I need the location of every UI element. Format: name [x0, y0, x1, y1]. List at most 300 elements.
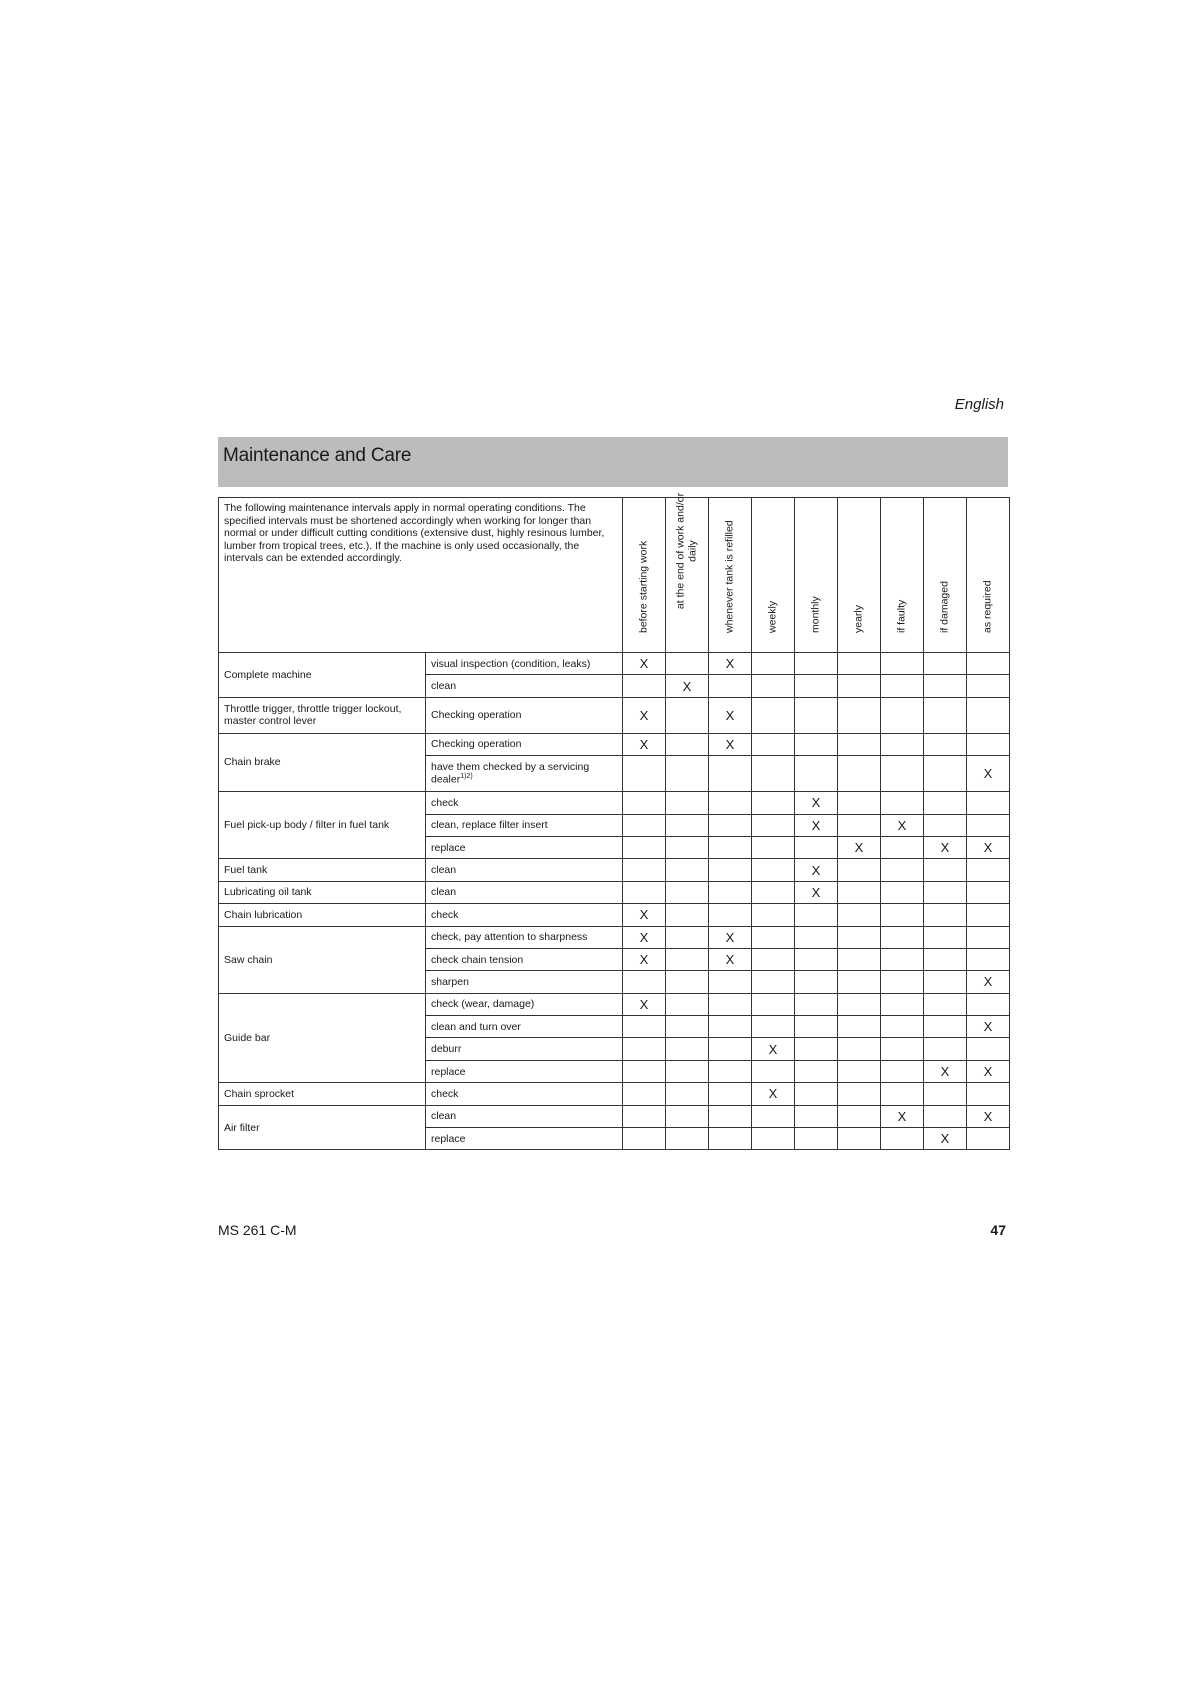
interval-cell [881, 814, 924, 836]
interval-mark: X [983, 766, 993, 782]
interval-cell [838, 792, 881, 814]
action-cell [426, 653, 623, 675]
column-header [881, 498, 924, 653]
column-header-label: if faulty [895, 599, 908, 633]
column-header [752, 498, 795, 653]
interval-cell [881, 1128, 924, 1150]
column-header-label: if damaged [938, 580, 951, 633]
action-cell [426, 836, 623, 858]
column-header [623, 498, 666, 653]
interval-cell [666, 859, 709, 881]
interval-cell [924, 1038, 967, 1060]
interval-mark: X [639, 929, 649, 945]
interval-cell [967, 836, 1010, 858]
component-cell: Chain brake [219, 733, 426, 791]
interval-cell [709, 733, 752, 755]
interval-mark: X [639, 707, 649, 723]
interval-cell [924, 993, 967, 1015]
interval-cell [838, 733, 881, 755]
column-header [709, 498, 752, 653]
interval-cell [838, 948, 881, 970]
interval-cell [924, 814, 967, 836]
interval-cell [967, 1083, 1010, 1105]
action-label: replace [431, 1132, 466, 1145]
interval-cell [967, 1128, 1010, 1150]
interval-cell [666, 1128, 709, 1150]
component-cell: Fuel pick-up body / filter in fuel tank [219, 792, 426, 859]
interval-mark: X [639, 907, 649, 923]
interval-cell [709, 926, 752, 948]
action-cell [426, 948, 623, 970]
interval-cell [666, 1083, 709, 1105]
action-label: replace [431, 1065, 466, 1078]
interval-cell [924, 1083, 967, 1105]
interval-cell [838, 836, 881, 858]
action-label: clean, replace filter insert [431, 819, 548, 832]
language-label: English [954, 396, 1004, 413]
interval-cell [881, 971, 924, 993]
action-label: have them checked by a servicing dealer [431, 761, 590, 786]
interval-mark: X [811, 795, 821, 811]
interval-cell [623, 697, 666, 733]
interval-cell [623, 948, 666, 970]
interval-cell [881, 675, 924, 697]
interval-cell [795, 1060, 838, 1082]
interval-cell [709, 1038, 752, 1060]
action-cell [426, 1128, 623, 1150]
interval-mark: X [725, 929, 735, 945]
column-header [924, 498, 967, 653]
interval-cell [709, 859, 752, 881]
interval-cell [924, 1060, 967, 1082]
table-row [219, 792, 1010, 814]
action-label: clean and turn over [431, 1020, 521, 1033]
component-cell: Fuel tank [219, 859, 426, 881]
interval-cell [795, 733, 838, 755]
interval-cell [924, 859, 967, 881]
interval-mark: X [768, 1086, 778, 1102]
interval-cell [967, 653, 1010, 675]
interval-cell [666, 926, 709, 948]
interval-cell [967, 1060, 1010, 1082]
interval-cell [752, 756, 795, 792]
interval-cell [752, 926, 795, 948]
interval-cell [881, 792, 924, 814]
interval-cell [709, 675, 752, 697]
action-cell [426, 1038, 623, 1060]
interval-cell [623, 1016, 666, 1038]
interval-cell [666, 1105, 709, 1127]
interval-cell [709, 814, 752, 836]
interval-cell [752, 1128, 795, 1150]
action-label: sharpen [431, 975, 469, 988]
component-cell: Throttle trigger, throttle trigger lockout, master control lever [219, 697, 426, 733]
interval-cell [709, 993, 752, 1015]
interval-cell [967, 675, 1010, 697]
interval-cell [881, 697, 924, 733]
interval-cell [666, 697, 709, 733]
interval-cell [666, 1038, 709, 1060]
interval-cell [838, 1128, 881, 1150]
interval-cell [709, 1105, 752, 1127]
interval-cell [795, 1105, 838, 1127]
column-header-label: before starting work [637, 540, 650, 633]
interval-cell [881, 756, 924, 792]
interval-cell [623, 904, 666, 926]
table-row [219, 904, 1010, 926]
interval-mark: X [682, 678, 692, 694]
interval-cell [752, 697, 795, 733]
interval-cell [709, 1128, 752, 1150]
interval-cell [881, 926, 924, 948]
interval-cell [752, 1016, 795, 1038]
interval-cell [881, 1038, 924, 1060]
interval-cell [795, 948, 838, 970]
interval-cell [709, 653, 752, 675]
interval-cell [752, 948, 795, 970]
intro-text: The following maintenance intervals apply in normal operating conditions. The specified intervals must be shortened accordingly when working for longer than normal or under difficult cutting conditions (extensive dust, highly resinous lumber, lumber from tropical trees, etc.). If the machine is only used occasionally, the intervals can be extended accordingly. [219, 498, 623, 653]
interval-cell [924, 697, 967, 733]
interval-cell [967, 697, 1010, 733]
action-label: deburr [431, 1043, 462, 1056]
action-label: check chain tension [431, 953, 524, 966]
interval-mark: X [983, 840, 993, 856]
model-name: MS 261 C-M [218, 1222, 297, 1238]
component-cell: Chain sprocket [219, 1083, 426, 1105]
interval-cell [838, 1083, 881, 1105]
component-cell: Chain lubrication [219, 904, 426, 926]
interval-cell [623, 1038, 666, 1060]
interval-cell [795, 993, 838, 1015]
interval-mark: X [940, 1064, 950, 1080]
action-cell [426, 926, 623, 948]
interval-mark: X [725, 656, 735, 672]
interval-cell [709, 881, 752, 903]
interval-cell [967, 733, 1010, 755]
maintenance-schedule-table [218, 492, 1010, 1150]
section-title-bar [218, 437, 1008, 487]
interval-cell [623, 836, 666, 858]
table-row [219, 881, 1010, 903]
interval-cell [709, 971, 752, 993]
interval-cell [838, 697, 881, 733]
interval-cell [795, 881, 838, 903]
interval-cell [967, 792, 1010, 814]
interval-mark: X [940, 840, 950, 856]
interval-cell [924, 971, 967, 993]
interval-mark: X [811, 884, 821, 900]
interval-cell [795, 971, 838, 993]
action-cell [426, 675, 623, 697]
table-row [219, 859, 1010, 881]
column-header-label: at the end of work and/or daily [674, 492, 698, 610]
interval-cell [623, 859, 666, 881]
action-label: check, pay attention to sharpness [431, 931, 588, 944]
table-row [219, 926, 1010, 948]
interval-cell [752, 1083, 795, 1105]
table-row [219, 993, 1010, 1015]
interval-cell [838, 653, 881, 675]
interval-cell [709, 1060, 752, 1082]
column-header [838, 498, 881, 653]
interval-mark: X [725, 736, 735, 752]
action-label: replace [431, 841, 466, 854]
interval-cell [967, 859, 1010, 881]
action-label: Checking operation [431, 709, 522, 722]
interval-cell [924, 733, 967, 755]
interval-cell [752, 971, 795, 993]
table-row [219, 653, 1010, 675]
interval-cell [752, 993, 795, 1015]
interval-cell [795, 836, 838, 858]
interval-cell [838, 993, 881, 1015]
interval-cell [838, 1038, 881, 1060]
interval-cell [924, 675, 967, 697]
component-cell: Air filter [219, 1105, 426, 1150]
action-cell [426, 971, 623, 993]
interval-cell [752, 904, 795, 926]
interval-cell [666, 733, 709, 755]
interval-cell [666, 792, 709, 814]
action-cell [426, 993, 623, 1015]
interval-cell [795, 675, 838, 697]
interval-cell [795, 1016, 838, 1038]
table-row [219, 733, 1010, 755]
interval-cell [623, 971, 666, 993]
interval-cell [881, 1016, 924, 1038]
interval-cell [924, 792, 967, 814]
interval-cell [881, 1083, 924, 1105]
action-label: check [431, 796, 459, 809]
action-label: check [431, 908, 459, 921]
interval-cell [838, 756, 881, 792]
interval-cell [666, 971, 709, 993]
interval-cell [666, 1016, 709, 1038]
interval-cell [795, 926, 838, 948]
interval-cell [795, 792, 838, 814]
interval-cell [623, 881, 666, 903]
interval-cell [924, 881, 967, 903]
interval-cell [623, 756, 666, 792]
column-header-label: monthly [809, 595, 822, 633]
column-header [795, 498, 838, 653]
interval-mark: X [639, 736, 649, 752]
interval-cell [924, 948, 967, 970]
interval-cell [752, 881, 795, 903]
interval-cell [967, 926, 1010, 948]
component-cell: Lubricating oil tank [219, 881, 426, 903]
action-label: visual inspection (condition, leaks) [431, 657, 591, 670]
interval-cell [838, 971, 881, 993]
interval-cell [967, 904, 1010, 926]
interval-cell [838, 881, 881, 903]
interval-cell [881, 948, 924, 970]
component-cell: Guide bar [219, 993, 426, 1083]
interval-mark: X [897, 817, 907, 833]
interval-cell [623, 792, 666, 814]
interval-cell [924, 836, 967, 858]
interval-cell [752, 653, 795, 675]
component-cell: Complete machine [219, 653, 426, 698]
interval-mark: X [983, 974, 993, 990]
interval-cell [623, 733, 666, 755]
action-cell [426, 814, 623, 836]
interval-cell [752, 675, 795, 697]
interval-cell [838, 1060, 881, 1082]
interval-cell [881, 859, 924, 881]
interval-mark: X [639, 996, 649, 1012]
interval-cell [838, 904, 881, 926]
interval-cell [666, 881, 709, 903]
interval-cell [881, 881, 924, 903]
interval-mark: X [768, 1041, 778, 1057]
interval-cell [881, 1060, 924, 1082]
page-title: Maintenance and Care [223, 445, 412, 466]
interval-cell [881, 733, 924, 755]
interval-cell [795, 814, 838, 836]
column-header-label: whenever tank is refilled [723, 519, 736, 633]
interval-cell [967, 993, 1010, 1015]
interval-cell [623, 926, 666, 948]
interval-cell [881, 653, 924, 675]
action-cell [426, 1060, 623, 1082]
interval-cell [623, 675, 666, 697]
interval-mark: X [639, 952, 649, 968]
action-label: clean [431, 680, 457, 693]
interval-cell [838, 675, 881, 697]
action-label: check (wear, damage) [431, 998, 535, 1011]
interval-cell [795, 756, 838, 792]
interval-mark: X [940, 1131, 950, 1147]
interval-cell [752, 836, 795, 858]
interval-cell [709, 1016, 752, 1038]
action-cell [426, 881, 623, 903]
interval-cell [795, 859, 838, 881]
interval-cell [752, 814, 795, 836]
interval-cell [752, 1060, 795, 1082]
interval-cell [709, 792, 752, 814]
interval-cell [924, 1128, 967, 1150]
interval-cell [881, 993, 924, 1015]
interval-cell [666, 993, 709, 1015]
interval-cell [666, 653, 709, 675]
interval-cell [967, 814, 1010, 836]
interval-cell [666, 836, 709, 858]
column-header-label: yearly [852, 604, 865, 633]
interval-cell [967, 1016, 1010, 1038]
interval-cell [795, 1128, 838, 1150]
column-header [666, 492, 709, 653]
interval-cell [924, 756, 967, 792]
action-label: Checking operation [431, 738, 522, 751]
interval-cell [623, 1128, 666, 1150]
interval-cell [924, 1016, 967, 1038]
action-cell [426, 1016, 623, 1038]
column-header [967, 498, 1010, 653]
interval-cell [838, 859, 881, 881]
interval-mark: X [725, 952, 735, 968]
interval-cell [623, 993, 666, 1015]
interval-cell [838, 814, 881, 836]
action-cell [426, 904, 623, 926]
interval-cell [795, 1038, 838, 1060]
action-label: clean [431, 886, 457, 899]
interval-cell [623, 1105, 666, 1127]
table-body [219, 653, 1010, 1150]
interval-cell [752, 792, 795, 814]
table-row [219, 1105, 1010, 1127]
interval-cell [924, 926, 967, 948]
interval-cell [967, 948, 1010, 970]
action-label: clean [431, 864, 457, 877]
interval-mark: X [725, 707, 735, 723]
interval-cell [709, 697, 752, 733]
interval-cell [623, 653, 666, 675]
interval-cell [666, 1060, 709, 1082]
interval-mark: X [983, 1064, 993, 1080]
interval-cell [795, 904, 838, 926]
interval-mark: X [854, 840, 864, 856]
interval-cell [881, 836, 924, 858]
interval-cell [967, 881, 1010, 903]
table-row [219, 1083, 1010, 1105]
interval-cell [709, 836, 752, 858]
table-row [219, 697, 1010, 733]
action-label: clean [431, 1110, 457, 1123]
interval-cell [838, 926, 881, 948]
interval-cell [709, 904, 752, 926]
table-header-row [219, 498, 1010, 653]
interval-cell [924, 1105, 967, 1127]
interval-cell [752, 1105, 795, 1127]
interval-cell [924, 904, 967, 926]
interval-cell [666, 948, 709, 970]
interval-cell [623, 1060, 666, 1082]
interval-cell [795, 697, 838, 733]
interval-cell [967, 971, 1010, 993]
interval-cell [709, 1083, 752, 1105]
page-number: 47 [990, 1222, 1006, 1238]
interval-cell [967, 756, 1010, 792]
component-cell: Saw chain [219, 926, 426, 993]
interval-cell [838, 1016, 881, 1038]
interval-cell [623, 814, 666, 836]
interval-cell [666, 904, 709, 926]
column-header-label: as required [981, 579, 994, 633]
action-cell [426, 733, 623, 755]
interval-cell [666, 675, 709, 697]
interval-cell [924, 653, 967, 675]
interval-cell [795, 1083, 838, 1105]
column-header-label: weekly [766, 600, 779, 633]
interval-cell [709, 756, 752, 792]
interval-cell [666, 756, 709, 792]
action-cell [426, 697, 623, 733]
interval-cell [838, 1105, 881, 1127]
action-cell [426, 1083, 623, 1105]
action-cell [426, 792, 623, 814]
interval-cell [666, 814, 709, 836]
action-cell [426, 756, 623, 792]
action-cell [426, 1105, 623, 1127]
interval-cell [752, 733, 795, 755]
interval-mark: X [983, 1019, 993, 1035]
interval-cell [709, 948, 752, 970]
interval-mark: X [639, 656, 649, 672]
action-cell [426, 859, 623, 881]
action-label: check [431, 1087, 459, 1100]
interval-cell [967, 1105, 1010, 1127]
